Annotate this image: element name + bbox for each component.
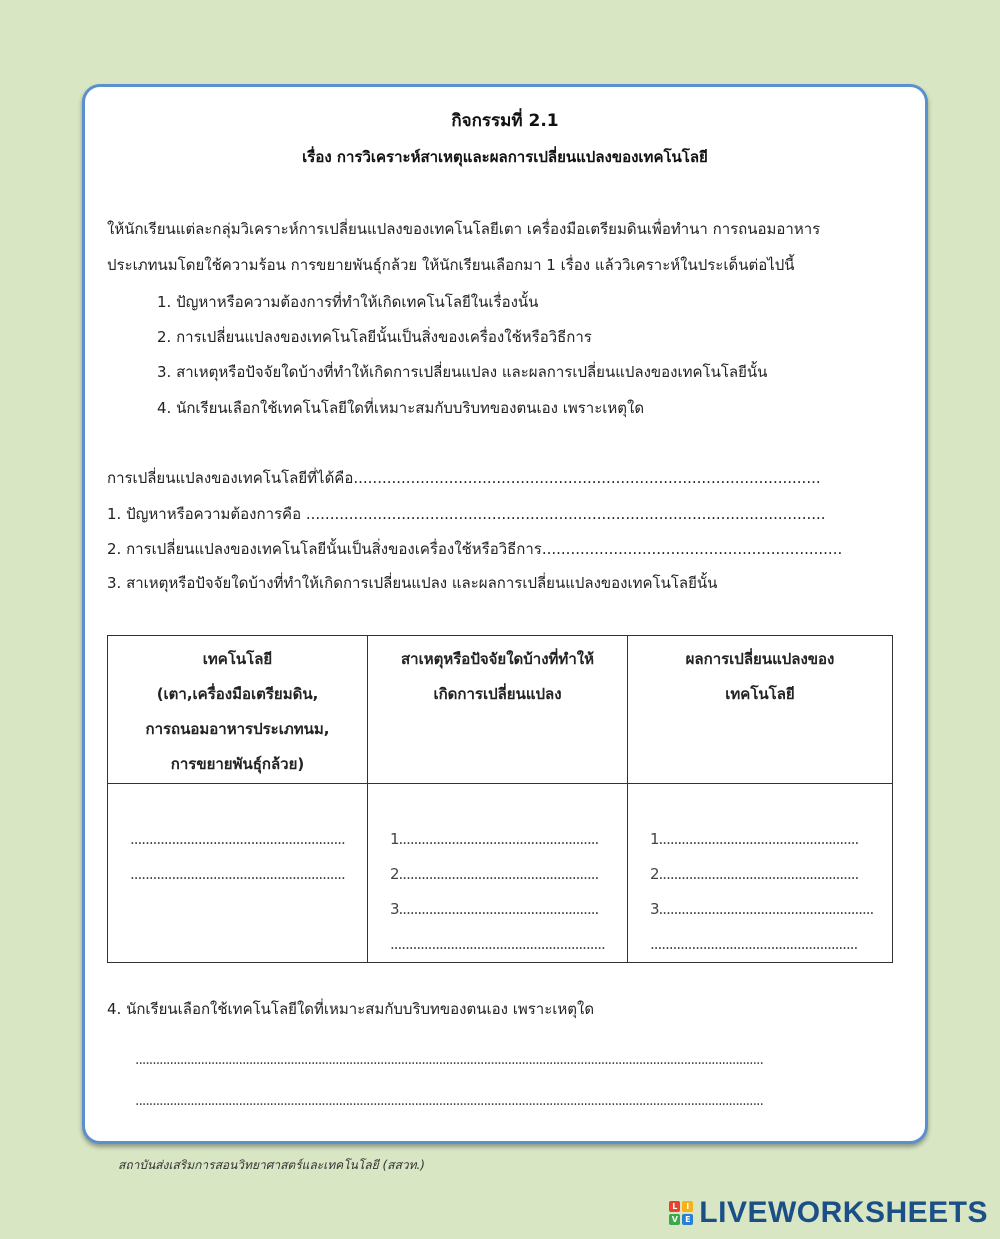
fill-line[interactable]: ......................................................... <box>390 935 605 953</box>
header-results-line: ผลการเปลี่ยนแปลงของ <box>685 650 835 668</box>
ipst-credit: สถาบันส่งเสริมการสอนวิทยาศาสตร์และเทคโนโลยี (สสวท.) <box>118 1158 425 1172</box>
worksheet-subtitle: เรื่อง การวิเคราะห์สาเหตุและผลการเปลี่ยนแปลงของเทคโนโลยี <box>302 148 708 166</box>
fill-line[interactable]: 2..................................................... <box>650 865 859 883</box>
header-causes <box>368 636 628 784</box>
answer-line-change-type[interactable]: 2. การเปลี่ยนแปลงของเทคโนโลยีนั้นเป็นสิ่งของเครื่องใช้หรือวิธีการ............................................................... <box>107 540 843 558</box>
table-row <box>108 784 893 963</box>
fill-line[interactable]: 1..................................................... <box>390 830 599 848</box>
header-causes-line: เกิดการเปลี่ยนแปลง <box>433 685 562 703</box>
liveworksheets-brand-text: LIVEWORKSHEETS <box>699 1196 988 1229</box>
logo-letter: I <box>682 1201 693 1212</box>
answer-line-causes-heading: 3. สาเหตุหรือปัจจัยใดบ้างที่ทำให้เกิดการเปลี่ยนแปลง และผลการเปลี่ยนแปลงของเทคโนโลยีนั้น <box>107 574 718 592</box>
worksheet-title: กิจกรรมที่ 2.1 <box>451 111 559 131</box>
analysis-table <box>107 635 893 963</box>
answer-line-problem[interactable]: 1. ปัญหาหรือความต้องการคือ ............................................................................................................. <box>107 505 826 523</box>
table-header-row <box>108 636 893 784</box>
cell-technology <box>108 784 368 963</box>
fill-line[interactable]: 2..................................................... <box>390 865 599 883</box>
header-results-line: เทคโนโลยี <box>725 685 795 703</box>
fill-line[interactable]: ....................................................... <box>650 935 858 953</box>
fill-line[interactable]: 1..................................................... <box>650 830 859 848</box>
header-technology-line: (เตา,เครื่องมือเตรียมดิน, <box>156 685 319 703</box>
liveworksheets-logo-icon <box>669 1201 693 1225</box>
logo-letter: L <box>669 1201 680 1212</box>
header-technology-line: การถนอมอาหารประเภทนม, <box>145 720 330 738</box>
question-4-repeat: 4. นักเรียนเลือกใช้เทคโนโลยีใดที่เหมาะสมกับบริบทของตนเอง เพราะเหตุใด <box>107 1000 595 1018</box>
intro-line-2: ประเภทนมโดยใช้ความร้อน การขยายพันธุ์กล้วย ให้นักเรียนเลือกมา 1 เรื่อง แล้ววิเคราะห์ในประเด็นต่อไปนี้ <box>107 256 795 274</box>
header-results <box>628 636 893 784</box>
cell-results <box>628 784 893 963</box>
worksheet-card <box>82 84 928 1144</box>
liveworksheets-logo[interactable] <box>669 1196 988 1230</box>
intro-line-1: ให้นักเรียนแต่ละกลุ่มวิเคราะห์การเปลี่ยนแปลงของเทคโนโลยีเตา เครื่องมือเตรียมดินเพื่อทำนา การถนอมอาหาร <box>107 220 821 238</box>
header-technology-line: การขยายพันธุ์กล้วย) <box>170 755 305 773</box>
question-1: 1. ปัญหาหรือความต้องการที่ทำให้เกิดเทคโนโลยีในเรื่องนั้น <box>157 293 539 311</box>
logo-letter: E <box>682 1214 693 1225</box>
answer-line-technology[interactable]: การเปลี่ยนแปลงของเทคโนโลยีที่ได้คือ.................................................................................................. <box>107 469 821 487</box>
header-technology <box>108 636 368 784</box>
question-4: 4. นักเรียนเลือกใช้เทคโนโลยีใดที่เหมาะสมกับบริบทของตนเอง เพราะเหตุใด <box>157 399 645 417</box>
answer-dot-line-1[interactable]: ...................................................................................................................................................................................... <box>135 1052 763 1068</box>
logo-letter: V <box>669 1214 680 1225</box>
question-3: 3. สาเหตุหรือปัจจัยใดบ้างที่ทำให้เกิดการเปลี่ยนแปลง และผลการเปลี่ยนแปลงของเทคโนโลยีนั้น <box>157 363 768 381</box>
fill-line[interactable]: ......................................................... <box>130 830 345 848</box>
question-2: 2. การเปลี่ยนแปลงของเทคโนโลยีนั้นเป็นสิ่งของเครื่องใช้หรือวิธีการ <box>157 328 592 346</box>
fill-line[interactable]: ......................................................... <box>130 865 345 883</box>
fill-line[interactable]: 3..................................................... <box>390 900 599 918</box>
header-technology-line: เทคโนโลยี <box>202 650 273 668</box>
cell-causes <box>368 784 628 963</box>
header-causes-line: สาเหตุหรือปัจจัยใดบ้างที่ทำให้ <box>401 650 594 668</box>
fill-line[interactable]: 3......................................................... <box>650 900 874 918</box>
answer-dot-line-2[interactable]: ...................................................................................................................................................................................... <box>135 1093 763 1109</box>
